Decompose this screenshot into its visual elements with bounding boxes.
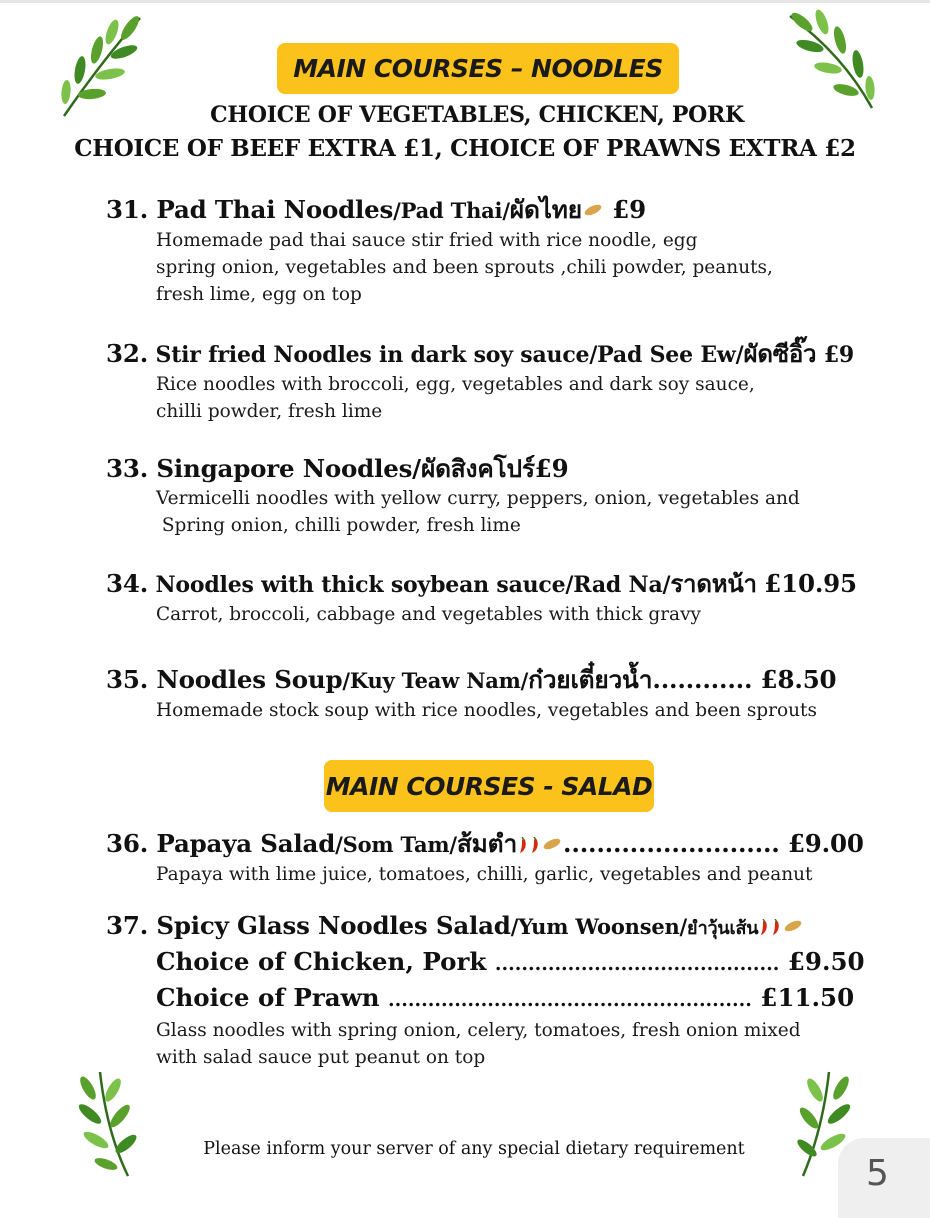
top-border	[0, 0, 930, 3]
desc-line: Spring onion, chilli powder, fresh lime	[156, 515, 521, 536]
desc-line: Homemade stock soup with rice noodles, vegetables and been sprouts	[156, 700, 817, 721]
section-banner-salad: MAIN COURSES - SALAD	[324, 760, 654, 812]
item-number: 31.	[106, 195, 149, 224]
menu-item-title	[106, 453, 906, 485]
item-number: 37.	[106, 911, 149, 940]
item-name: Singapore Noodles/	[156, 454, 421, 483]
desc-line: spring onion, vegetables and been sprouts ,chili powder, peanuts,	[156, 257, 773, 278]
chili-icon	[759, 919, 769, 936]
item-price: £9.00	[787, 829, 864, 858]
item-thai-name: ราดหน้า	[670, 569, 757, 598]
item-price: £9	[534, 454, 569, 483]
menu-item-35	[106, 664, 906, 724]
item-number: 34.	[106, 569, 149, 598]
chili-icon	[530, 837, 540, 854]
option-label: Choice of Prawn	[156, 983, 380, 1012]
leader-dots: ..........................	[563, 829, 780, 858]
option-price: £9.50	[787, 947, 865, 976]
item-description	[156, 371, 906, 425]
item-price: £9	[823, 342, 855, 368]
item-alt-name: /Kuy Teaw Nam/	[342, 668, 529, 693]
leaf-sprig-icon	[68, 1068, 138, 1178]
item-alt-name: /Pad Thai/	[393, 198, 510, 223]
item-name: Noodles Soup	[156, 665, 343, 694]
desc-line: Rice noodles with broccoli, egg, vegetables and dark soy sauce,	[156, 374, 755, 395]
desc-line: Carrot, broccoli, cabbage and vegetables with thick gravy	[156, 604, 701, 625]
item-name: Pad Thai Noodles	[156, 195, 394, 224]
item-name: Spicy Glass Noodles Salad	[156, 911, 511, 940]
peanut-icon	[583, 204, 603, 216]
chili-icon	[518, 837, 528, 854]
item-number: 32.	[106, 339, 149, 368]
leader-dots: ............	[652, 665, 753, 694]
menu-item-title	[106, 568, 906, 601]
item-description	[156, 485, 906, 539]
item-alt-name: /Som Tam/	[335, 832, 457, 857]
item-thai-name: ส้มตำ	[456, 829, 518, 858]
item-thai-name: ผัดซีอิ๊ว	[743, 339, 817, 368]
item-thai-name: ยำวุ้นเส้น	[687, 918, 759, 939]
item-name: Noodles with thick soybean sauce/Rad Na/	[155, 572, 671, 598]
item-thai-name: ผัดสิงคโปร์	[420, 454, 535, 483]
option-price: £11.50	[760, 983, 855, 1012]
choice-note-line1: CHOICE OF VEGETABLES, CHICKEN, PORK	[210, 102, 744, 128]
option-prawn	[156, 981, 906, 1017]
item-number: 35.	[106, 665, 149, 694]
item-description	[156, 697, 906, 724]
option-label: Choice of Chicken, Pork	[156, 947, 487, 976]
menu-item-title	[106, 664, 906, 697]
menu-item-34	[106, 568, 906, 628]
item-price: £10.95	[764, 569, 857, 598]
item-number: 33.	[106, 454, 149, 483]
desc-line: fresh lime, egg on top	[156, 284, 362, 305]
leader-dots: ...........................................	[494, 953, 780, 975]
desc-line: chilli powder, fresh lime	[156, 401, 383, 422]
menu-item-36	[106, 828, 906, 888]
item-description	[156, 861, 906, 888]
item-description	[156, 601, 906, 628]
desc-line: Vermicelli noodles with yellow curry, peppers, onion, vegetables and	[156, 488, 800, 509]
chili-icon	[771, 919, 781, 936]
item-description	[156, 227, 906, 308]
item-price: £9	[612, 195, 646, 224]
item-thai-name: ก๋วยเตี๋ยวน้ำ	[528, 665, 653, 694]
leaf-sprig-icon	[780, 8, 880, 113]
menu-item-31	[106, 194, 906, 308]
item-price: £8.50	[760, 665, 837, 694]
menu-item-title	[106, 910, 906, 945]
menu-item-title	[106, 194, 906, 227]
choice-note-line2: CHOICE OF BEEF EXTRA £1, CHOICE OF PRAWNS EXTRA £2	[74, 135, 856, 162]
desc-line: Glass noodles with spring onion, celery, tomatoes, fresh onion mixed	[156, 1020, 801, 1041]
peanut-icon	[783, 920, 803, 932]
dietary-footer-note: Please inform your server of any special dietary requirement	[203, 1139, 745, 1159]
menu-item-title	[106, 338, 906, 371]
page-number: 5	[866, 1153, 889, 1194]
option-chicken-pork	[156, 945, 906, 981]
menu-item-32	[106, 338, 906, 425]
item-name: Stir fried Noodles in dark soy sauce/Pad See Ew/	[155, 342, 744, 368]
item-description	[156, 1017, 906, 1071]
peanut-icon	[542, 838, 562, 850]
item-number: 36.	[106, 829, 149, 858]
item-thai-name: ผัดไทย	[509, 195, 582, 224]
item-alt-name: /Yum Woonsen/	[510, 914, 688, 939]
desc-line: Papaya with lime juice, tomatoes, chilli, garlic, vegetables and peanut	[156, 864, 813, 885]
section-banner-noodles: MAIN COURSES – NOODLES	[277, 43, 679, 94]
leader-dots: .......................................................	[388, 989, 752, 1011]
menu-item-33	[106, 453, 906, 539]
desc-line: with salad sauce put peanut on top	[156, 1047, 486, 1068]
menu-item-title	[106, 828, 906, 861]
menu-item-37	[106, 910, 906, 1071]
item-name: Papaya Salad	[156, 829, 336, 858]
desc-line: Homemade pad thai sauce stir fried with rice noodle, egg	[156, 230, 698, 251]
